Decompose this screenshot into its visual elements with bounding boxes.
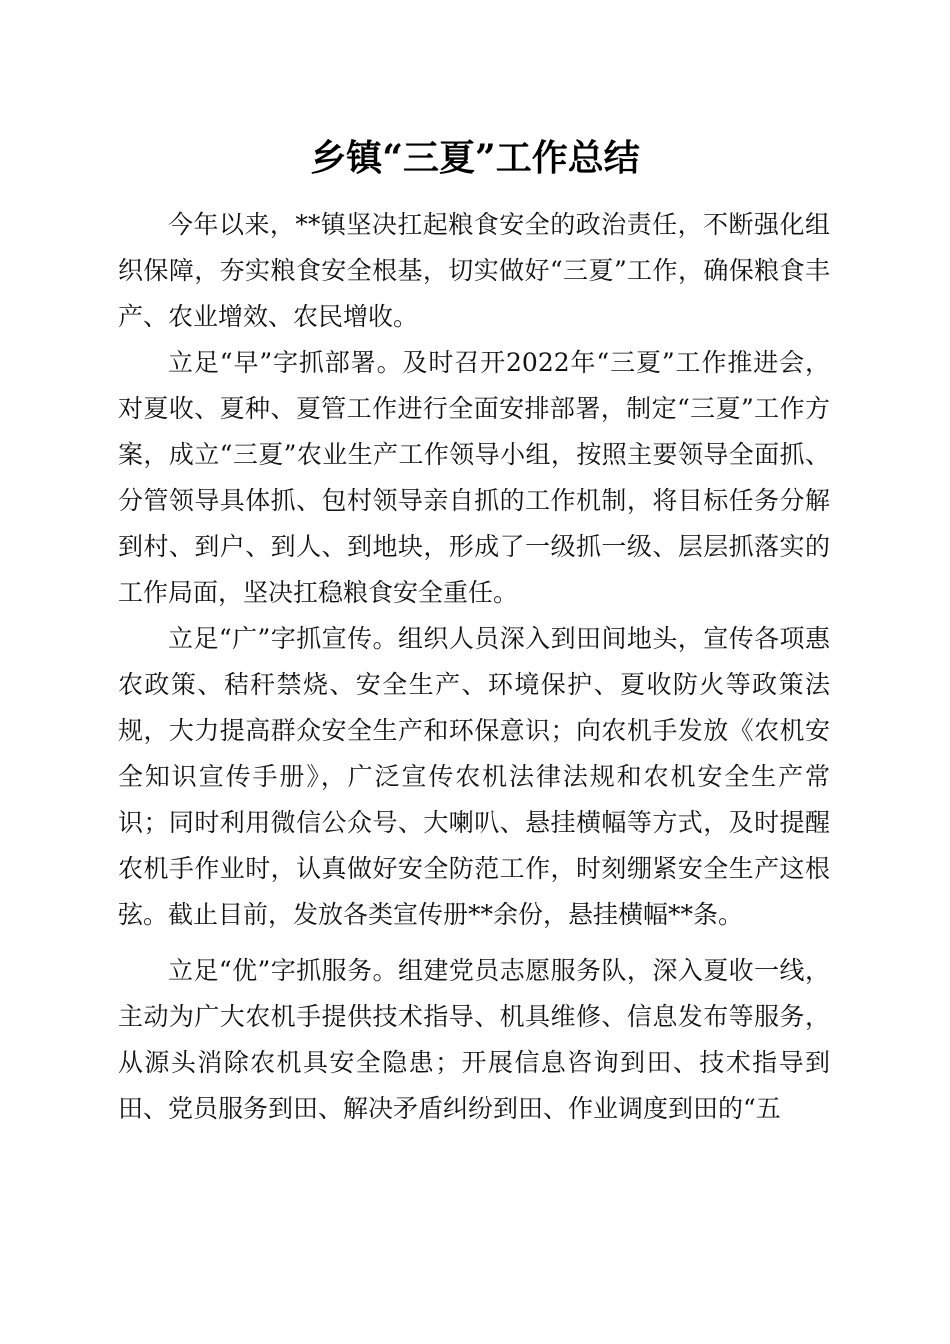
document-body [118, 202, 830, 1132]
document-title: 乡镇“三夏”工作总结 [310, 137, 640, 179]
paragraph-service: 立足“优”字抓服务。组建党员志愿服务队，深入夏收一线，主动为广大农机手提供技术指导、机具维修、信息发布等服务，从源头消除农机具安全隐患；开展信息咨询到田、技术指导到田、党员服务到田、解决矛盾纠纷到田、作业调度到田的“五 [118, 956, 830, 1123]
paragraph-deployment: 立足“早”字抓部署。及时召开2022年“三夏”工作推进会，对夏收、夏种、夏管工作进行全面安排部署，制定“三夏”工作方案，成立“三夏”农业生产工作领导小组，按照主要领导全面抓、分管领导具体抓、包村领导亲自抓的工作机制，将目标任务分解到村、到户、到人、到地块，形成了一级抓一级、层层抓落实的工作局面，坚决扛稳粮食安全重任。 [118, 348, 830, 607]
paragraph-publicity: 立足“广”字抓宣传。组织人员深入到田间地头，宣传各项惠农政策、秸秆禁烧、安全生产、环境保护、夏收防火等政策法规，大力提高群众安全生产和环保意识；向农机手发放《农机安全知识宣传手册》，广泛宣传农机法律法规和农机安全生产常识；同时利用微信公众号、大喇叭、悬挂横幅等方式，及时提醒农机手作业时，认真做好安全防范工作，时刻绷紧安全生产这根弦。截止目前，发放各类宣传册**余份，悬挂横幅**条。 [118, 624, 830, 929]
paragraph-intro: 今年以来，**镇坚决扛起粮食安全的政治责任，不断强化组织保障，夯实粮食安全根基，切实做好“三夏”工作，确保粮食丰产、农业增效、农民增收。 [118, 210, 830, 331]
